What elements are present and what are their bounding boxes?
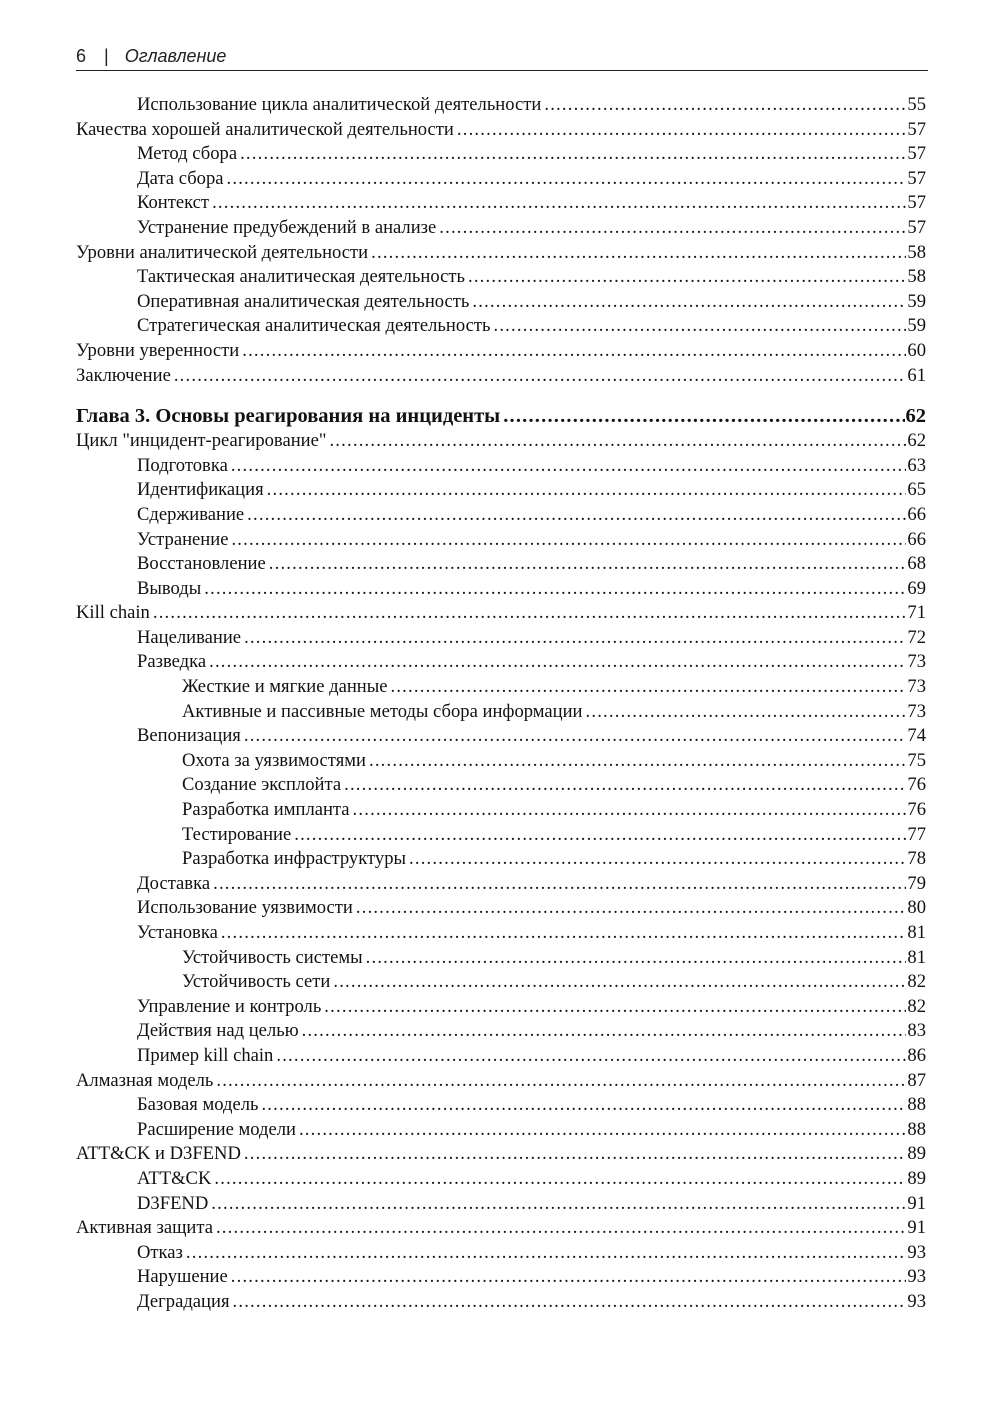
toc-entry[interactable]	[76, 749, 926, 774]
toc-leader-dots	[244, 626, 906, 651]
toc-leader-dots	[231, 454, 907, 479]
toc-entry[interactable]	[76, 847, 926, 872]
toc-entry[interactable]	[76, 1192, 926, 1217]
toc-entry-page-number: 73	[907, 651, 926, 673]
toc-entry[interactable]	[76, 429, 926, 454]
toc-entry-label: Стратегическая аналитическая деятельность	[137, 315, 491, 337]
toc-entry[interactable]	[76, 1241, 926, 1266]
toc-entry-page-number: 88	[907, 1118, 926, 1140]
toc-leader-dots	[231, 528, 906, 553]
toc-entry-page-number: 88	[907, 1094, 926, 1116]
toc-entry[interactable]	[76, 724, 926, 749]
toc-entry-page-number: 66	[907, 503, 926, 525]
toc-leader-dots	[276, 1044, 906, 1069]
toc-leader-dots	[212, 191, 906, 216]
toc-leader-dots	[472, 290, 906, 315]
toc-entry-label: Нарушение	[137, 1266, 228, 1288]
toc-leader-dots	[244, 1142, 907, 1167]
toc-leader-dots	[353, 798, 907, 823]
toc-leader-dots	[439, 216, 906, 241]
toc-entry-label: Нацеливание	[137, 626, 242, 648]
toc-entry[interactable]	[76, 1069, 926, 1094]
toc-leader-dots	[216, 1069, 906, 1094]
toc-entry-label: Отказ	[137, 1241, 183, 1263]
table-of-contents	[76, 93, 926, 1315]
toc-entry-page-number: 86	[907, 1044, 926, 1066]
toc-leader-dots	[356, 896, 907, 921]
toc-entry[interactable]	[76, 700, 926, 725]
toc-entry-page-number: 58	[907, 266, 926, 288]
toc-entry-label: Тактическая аналитическая деятельность	[137, 266, 465, 288]
toc-entry-page-number: 91	[907, 1192, 926, 1214]
toc-entry-label: Подготовка	[137, 454, 228, 476]
toc-entry-label: Доставка	[137, 872, 211, 894]
toc-entry-page-number: 93	[907, 1290, 926, 1312]
toc-entry[interactable]	[76, 872, 926, 897]
toc-entry-label: Глава 3. Основы реагирования на инциденты	[76, 405, 501, 428]
toc-entry-page-number: 82	[907, 971, 926, 993]
toc-entry-label: Охота за уязвимостями	[182, 749, 366, 771]
toc-entry-label: Установка	[137, 922, 218, 943]
toc-leader-dots	[153, 601, 907, 626]
toc-leader-dots	[366, 946, 907, 971]
toc-entry[interactable]	[76, 1216, 926, 1241]
toc-entry[interactable]	[76, 191, 926, 216]
toc-entry[interactable]	[76, 675, 926, 700]
toc-leader-dots	[261, 1093, 906, 1118]
toc-entry-label: Управление и контроль	[137, 995, 322, 1017]
toc-leader-dots	[586, 700, 907, 725]
toc-entry-page-number: 57	[907, 192, 926, 214]
toc-entry-page-number: 60	[907, 339, 926, 361]
toc-leader-dots	[344, 773, 906, 798]
toc-entry[interactable]	[76, 1118, 926, 1143]
toc-leader-dots	[174, 364, 907, 389]
toc-leader-dots	[216, 1216, 906, 1241]
toc-entry-page-number: 81	[907, 922, 926, 943]
toc-entry-label: Качества хорошей аналитической деятельности	[76, 118, 454, 140]
toc-entry-page-number: 57	[907, 143, 926, 165]
toc-entry-page-number: 93	[907, 1266, 926, 1288]
toc-entry-page-number: 57	[907, 118, 926, 140]
toc-entry-label: Устранение предубеждений в анализе	[137, 216, 437, 238]
toc-entry-page-number: 58	[907, 241, 926, 263]
toc-leader-dots	[390, 675, 906, 700]
toc-entry-label: Сдерживание	[137, 503, 245, 525]
toc-entry[interactable]	[76, 823, 926, 848]
toc-entry-page-number: 57	[907, 167, 926, 189]
toc-leader-dots	[221, 921, 907, 946]
toc-entry[interactable]	[76, 970, 926, 995]
toc-entry[interactable]	[76, 798, 926, 823]
toc-entry[interactable]	[76, 1265, 926, 1290]
toc-leader-dots	[209, 650, 906, 675]
toc-entry[interactable]	[76, 1044, 926, 1069]
toc-entry-label: Дата сбора	[137, 167, 224, 189]
toc-entry-label: Базовая модель	[137, 1094, 259, 1116]
toc-leader-dots	[214, 1167, 906, 1192]
toc-entry-label: ATT&CK	[137, 1167, 212, 1189]
page-header	[76, 42, 928, 71]
toc-entry-label: Использование цикла аналитической деятельности	[137, 94, 542, 115]
toc-entry-label: Алмазная модель	[76, 1069, 214, 1091]
toc-entry-label: Использование уязвимости	[137, 897, 353, 919]
toc-entry[interactable]	[76, 773, 926, 798]
toc-entry[interactable]	[76, 454, 926, 479]
toc-entry-page-number: 80	[907, 897, 926, 919]
toc-leader-dots	[211, 1192, 906, 1217]
toc-entry[interactable]	[76, 93, 926, 118]
toc-leader-dots	[371, 241, 906, 266]
toc-entry-page-number: 75	[907, 749, 926, 771]
toc-entry[interactable]	[76, 1167, 926, 1192]
toc-entry-label: Устойчивость системы	[182, 946, 363, 968]
toc-entry-page-number: 55	[907, 94, 926, 115]
toc-entry-page-number: 83	[907, 1020, 926, 1042]
toc-leader-dots	[231, 1265, 907, 1290]
toc-entry-label: D3FEND	[137, 1192, 209, 1214]
toc-entry-label: Оперативная аналитическая деятельность	[137, 290, 470, 312]
toc-entry-label: Создание эксплойта	[182, 774, 342, 796]
toc-leader-dots	[244, 724, 907, 749]
toc-entry-page-number: 62	[905, 405, 926, 428]
toc-entry-page-number: 89	[907, 1167, 926, 1189]
toc-entry[interactable]	[76, 626, 926, 651]
toc-entry-label: Деградация	[137, 1290, 230, 1312]
toc-entry[interactable]	[76, 552, 926, 577]
toc-entry-label: Уровни аналитической деятельности	[76, 241, 369, 263]
toc-entry-page-number: 68	[907, 553, 926, 575]
toc-entry-label: Цикл "инцидент-реагирование"	[76, 430, 327, 452]
toc-entry[interactable]	[76, 503, 926, 528]
toc-entry[interactable]	[76, 1093, 926, 1118]
toc-entry-page-number: 93	[907, 1241, 926, 1263]
toc-entry[interactable]	[76, 478, 926, 503]
toc-entry-label: Жесткие и мягкие данные	[182, 676, 388, 698]
toc-entry[interactable]	[76, 118, 926, 143]
toc-leader-dots	[299, 1118, 906, 1143]
toc-leader-dots	[213, 872, 906, 897]
toc-entry-page-number: 91	[907, 1217, 926, 1239]
toc-entry[interactable]	[76, 650, 926, 675]
toc-leader-dots	[233, 1290, 907, 1315]
toc-leader-dots	[369, 749, 906, 774]
toc-entry-page-number: 82	[907, 995, 926, 1017]
toc-entry[interactable]	[76, 995, 926, 1020]
toc-entry-page-number: 87	[907, 1069, 926, 1091]
toc-entry[interactable]	[76, 265, 926, 290]
toc-entry-page-number: 57	[907, 216, 926, 238]
toc-entry-label: Выводы	[137, 577, 202, 599]
toc-entry[interactable]	[76, 1290, 926, 1315]
toc-entry-label: Заключение	[76, 364, 171, 386]
toc-entry-label: Расширение модели	[137, 1118, 296, 1140]
toc-leader-dots	[204, 577, 906, 602]
toc-entry-label: Восстановление	[137, 553, 266, 575]
header-title: Оглавление	[124, 46, 227, 66]
toc-entry[interactable]	[76, 601, 926, 626]
toc-leader-dots	[302, 1019, 907, 1044]
toc-leader-dots	[294, 823, 906, 848]
toc-entry[interactable]	[76, 167, 926, 192]
toc-entry-page-number: 62	[907, 430, 926, 452]
toc-leader-dots	[269, 552, 907, 577]
toc-entry-label: Разведка	[137, 651, 207, 673]
toc-entry[interactable]	[76, 946, 926, 971]
toc-entry-page-number: 63	[907, 454, 926, 476]
toc-leader-dots	[227, 167, 907, 192]
toc-entry-label: Действия над целью	[137, 1020, 299, 1042]
toc-entry-page-number: 59	[907, 315, 926, 337]
toc-entry-page-number: 77	[907, 823, 926, 845]
toc-entry-label: Метод сбора	[137, 143, 238, 165]
toc-entry[interactable]	[76, 339, 926, 364]
toc-entry[interactable]	[76, 1019, 926, 1044]
toc-entry-page-number: 65	[907, 479, 926, 501]
toc-leader-dots	[457, 118, 907, 143]
toc-entry-label: Разработка импланта	[182, 799, 350, 821]
toc-entry-page-number: 71	[907, 602, 926, 624]
toc-chapter-entry[interactable]	[76, 403, 926, 429]
toc-entry-page-number: 89	[907, 1143, 926, 1165]
toc-entry-page-number: 78	[907, 848, 926, 870]
toc-entry-page-number: 76	[907, 799, 926, 821]
toc-entry-page-number: 66	[907, 528, 926, 550]
toc-leader-dots	[247, 503, 906, 528]
toc-entry-label: Тестирование	[182, 823, 292, 845]
toc-leader-dots	[503, 403, 904, 429]
toc-entry-label: Разработка инфраструктуры	[182, 848, 406, 870]
toc-entry[interactable]	[76, 241, 926, 266]
page-number: 6	[76, 46, 87, 66]
toc-leader-dots	[409, 847, 906, 872]
toc-leader-dots	[242, 339, 906, 364]
toc-entry-label: Активная защита	[76, 1217, 213, 1239]
toc-entry-label: Kill chain	[76, 602, 150, 624]
toc-entry-page-number: 79	[907, 872, 926, 894]
toc-leader-dots	[267, 478, 907, 503]
toc-leader-dots	[324, 995, 906, 1020]
toc-entry-page-number: 72	[907, 626, 926, 648]
toc-entry-page-number: 69	[907, 577, 926, 599]
toc-entry[interactable]	[76, 216, 926, 241]
toc-entry[interactable]	[76, 1142, 926, 1167]
toc-entry-label: ATT&CK и D3FEND	[76, 1143, 241, 1165]
toc-entry-page-number: 73	[907, 700, 926, 722]
toc-entry[interactable]	[76, 142, 926, 167]
toc-entry[interactable]	[76, 577, 926, 602]
toc-entry-label: Контекст	[137, 192, 210, 214]
toc-entry-label: Активные и пассивные методы сбора информации	[182, 700, 583, 722]
toc-entry-page-number: 76	[907, 774, 926, 796]
toc-entry-label: Вепонизация	[137, 725, 241, 747]
toc-entry-page-number: 61	[907, 364, 926, 386]
toc-entry-label: Идентификация	[137, 479, 264, 501]
toc-entry-label: Устойчивость сети	[182, 971, 331, 993]
toc-entry-label: Пример kill chain	[137, 1044, 274, 1066]
toc-leader-dots	[493, 314, 906, 339]
toc-leader-dots	[240, 142, 906, 167]
toc-entry-page-number: 59	[907, 290, 926, 312]
toc-entry-page-number: 73	[907, 676, 926, 698]
toc-entry[interactable]	[76, 921, 926, 946]
toc-leader-dots	[333, 970, 906, 995]
toc-entry-page-number: 74	[907, 725, 926, 747]
toc-leader-dots	[468, 265, 906, 290]
toc-leader-dots	[186, 1241, 907, 1266]
toc-leader-dots	[329, 429, 906, 454]
toc-entry[interactable]	[76, 896, 926, 921]
toc-entry-label: Уровни уверенности	[76, 339, 240, 361]
toc-entry[interactable]	[76, 314, 926, 339]
toc-leader-dots	[544, 93, 906, 118]
toc-entry-label: Устранение	[137, 528, 229, 550]
header-separator: |	[104, 46, 109, 66]
toc-entry[interactable]	[76, 364, 926, 389]
toc-entry-page-number: 81	[907, 946, 926, 968]
toc-entry[interactable]	[76, 528, 926, 553]
toc-entry[interactable]	[76, 290, 926, 315]
